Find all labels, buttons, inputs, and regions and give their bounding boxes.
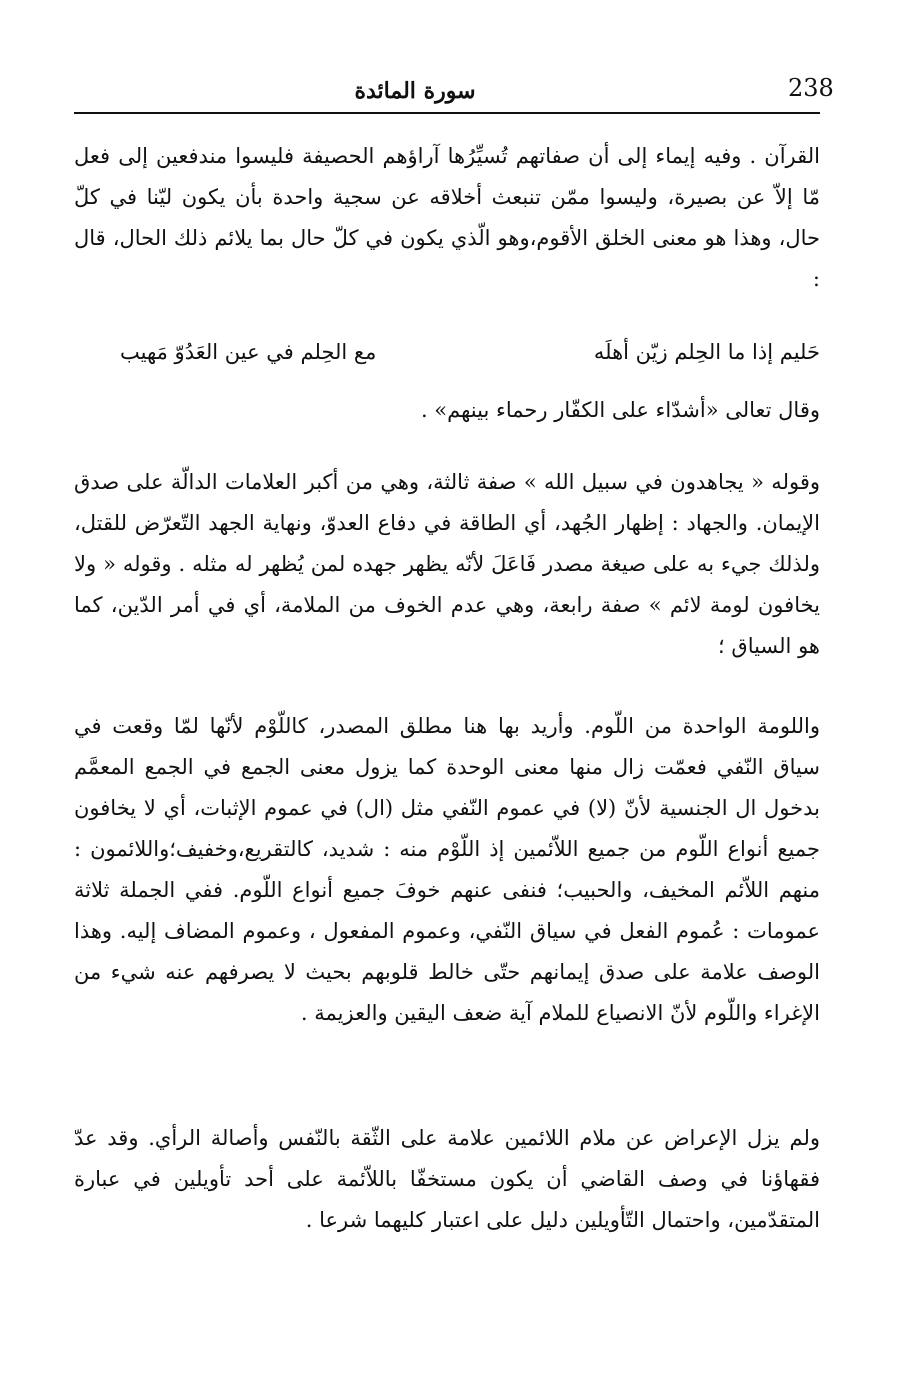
paragraph-text: واللومة الواحدة من اللّوم. وأريد بها هنا مطلق المصدر، كاللّوْم لأنّها لمّا وقعت في سياق النّفي فعمّت زال منها معنى الوحدة كما يزول معنى الجمع في الجمع المعمَّم بدخول ال الجنسية لأنّ (لا) في عموم النّفي مثل (ال) في عموم الإثبات، أي لا يخافون جميع أنواع اللّوم من جميع اللاّئمين إذ اللّوْم منه : شديد، كالتقريع،وخفيف؛واللائمون : منهم اللاّئم المخيف، والحبيب؛ فنفى عنهم خوفَ جميع أنواع اللّوم. ففي الجملة ثلاثة عمومات : عُموم الفعل في سياق النّفي، وعموم المفعول ، وعموم المضاف إليه. وهذا الوصف علامة على صدق إيمانهم حتّى خالط قلوبهم بحيث لا يصرفهم عنه شيء من الإغراء واللّوم لأنّ الانصياع للملام آية ضعف اليقين والعزيمة . xyxy=(74,714,820,1025)
paragraph-4 xyxy=(74,1118,820,1241)
paragraph-2 xyxy=(74,462,820,667)
paragraph-3 xyxy=(74,706,820,1034)
paragraph-text: القرآن . وفيه إيماء إلى أن صفاتهم تُسيِّرُها آراؤهم الحصيفة فليسوا مندفعين إلى فعل مّا إلاّ عن بصيرة، وليسوا ممّن تنبعث أخلاقه عن سجية واحدة بأن يكون ليّنا في كلّ حال، وهذا هو معنى الخلق الأقوم،وهو الّذي يكون في كلّ حال بما يلائم ذلك الحال، قال : xyxy=(74,144,820,291)
paragraph-1 xyxy=(74,136,820,300)
poetry-verse xyxy=(120,340,820,380)
quran-citation-line xyxy=(74,390,820,431)
paragraph-text: ولم يزل الإعراض عن ملام اللائمين علامة على الثّقة بالنّفس وأصالة الرأي. وقد عدّ فقهاؤنا في وصف القاضي أن يكون مستخفّا باللاّئمة على أحد تأويلين في عبارة المتقدّمين، واحتمال التّأويلين دليل على اعتبار كليهما شرعا . xyxy=(74,1126,820,1232)
paragraph-text: وقال تعالى «أشدّاء على الكفّار رحماء بينهم» . xyxy=(420,398,820,422)
header-rule xyxy=(74,112,820,114)
paragraph-text: وقوله « يجاهدون في سبيل الله » صفة ثالثة، وهي من أكبر العلامات الدالّة على صدق الإيمان. والجهاد : إظهار الجُهد، أي الطاقة في دفاع العدوّ، ونهاية الجهد التّعرّض للقتل، ولذلك جيء به على صيغة مصدر فَاعَلَ لأنّه يظهر جهده لمن يُظهر له مثله . وقوله « ولا يخافون لومة لائم » صفة رابعة، وهي عدم الخوف من الملامة، أي في أمر الدّين، كما هو السياق ؛ xyxy=(74,470,820,658)
page-number: 238 xyxy=(788,74,834,102)
verse-first-hemistich: حَليم إذا ما الحِلم زيّن أهلَه xyxy=(593,340,820,364)
verse-second-hemistich: مع الحِلم في عين العَدُوّ مَهيب xyxy=(120,340,377,364)
running-title: سورة المائدة xyxy=(354,78,476,104)
